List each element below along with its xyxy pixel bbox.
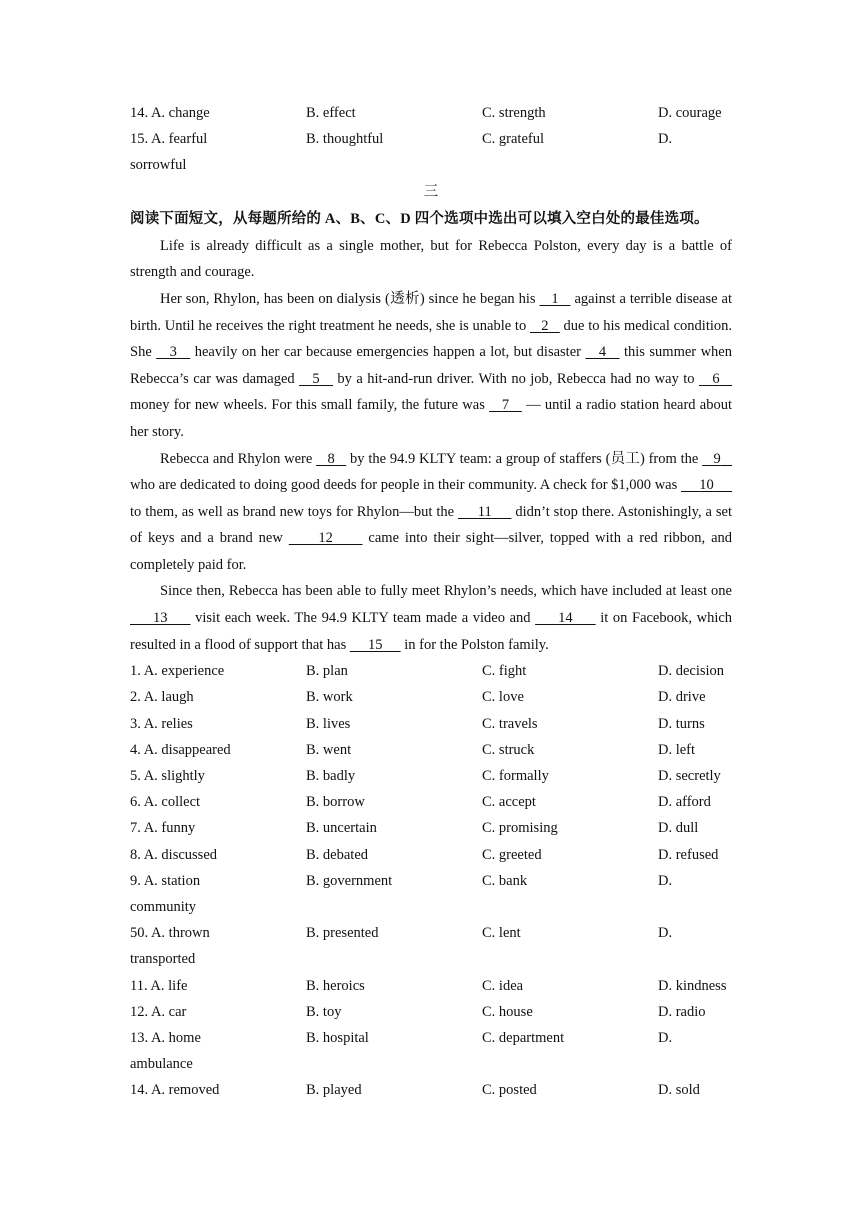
blank-4: 4 bbox=[598, 344, 607, 361]
option-d: D. sold bbox=[658, 1082, 700, 1099]
option-b: B. lives bbox=[306, 715, 351, 732]
option-d: D. radio bbox=[658, 1003, 706, 1020]
option-a: 7. A. funny bbox=[130, 820, 196, 837]
option-a: 4. A. disappeared bbox=[130, 741, 231, 758]
option-row bbox=[130, 126, 732, 152]
option-b: B. thoughtful bbox=[306, 131, 384, 148]
blank-8: 8 bbox=[327, 450, 335, 467]
option-d: D. decision bbox=[658, 663, 725, 680]
option-row bbox=[130, 763, 732, 789]
blank-7: 7 bbox=[501, 397, 510, 414]
passage bbox=[130, 233, 732, 659]
option-b: B. went bbox=[306, 741, 352, 758]
option-c: C. grateful bbox=[482, 131, 545, 148]
option-c: C. promising bbox=[482, 820, 558, 837]
option-d: D. drive bbox=[658, 689, 706, 706]
option-c: C. department bbox=[482, 1029, 565, 1046]
option-c: C. posted bbox=[482, 1082, 537, 1099]
option-d: D. dull bbox=[658, 820, 699, 837]
option-row bbox=[130, 920, 732, 946]
option-b: B. government bbox=[306, 872, 393, 889]
passage-paragraph-2: Her son, Rhylon, has been on dialysis (透析) since he began his 1 against a terrible disease at birth. Until he receives the right treatment he needs, she is unable to 2 due to his medical condition. She 3 heavily on her car because emergencies happen a lot, but disaster 4 this summer when Rebecca’s car was damaged 5 by a hit-and-run driver. With no job, Rebecca had no way to 6 money for new wheels. For this small family, the future was 7 — until a radio station heard about her story. bbox=[130, 290, 732, 440]
option-c: C. love bbox=[482, 689, 524, 706]
blank-9: 9 bbox=[713, 450, 721, 467]
option-wrap: community bbox=[130, 898, 197, 915]
option-c: C. greeted bbox=[482, 846, 542, 863]
option-row bbox=[130, 100, 732, 126]
option-d: D. refused bbox=[658, 846, 719, 863]
document-page bbox=[130, 100, 732, 1103]
option-d: D. afford bbox=[658, 794, 711, 811]
option-d: D. courage bbox=[658, 105, 722, 121]
option-d: D. bbox=[658, 872, 673, 889]
option-row bbox=[130, 711, 732, 737]
option-d: D. turns bbox=[658, 715, 705, 732]
instruction: 阅读下面短文，从每题所给的 A、B、C、D 四个选项中选出可以填入空白处的最佳选项。 bbox=[130, 210, 709, 227]
option-row bbox=[130, 842, 732, 868]
options-list bbox=[130, 658, 732, 1103]
option-b: B. plan bbox=[306, 663, 348, 680]
option-a: 8. A. discussed bbox=[130, 846, 217, 863]
option-a: 9. A. station bbox=[130, 872, 201, 889]
blank-15: 15 bbox=[368, 636, 383, 653]
option-row bbox=[130, 1025, 732, 1051]
option-a: 3. A. relies bbox=[130, 715, 193, 732]
option-c: C. accept bbox=[482, 794, 536, 811]
blank-5: 5 bbox=[312, 370, 320, 387]
option-d: D. bbox=[658, 131, 673, 148]
blank-3: 3 bbox=[169, 344, 177, 361]
option-c: C. fight bbox=[482, 663, 527, 680]
option-wrap: ambulance bbox=[130, 1056, 193, 1073]
option-c: C. house bbox=[482, 1003, 533, 1020]
option-c: C. travels bbox=[482, 715, 538, 732]
option-a: 11. A. life bbox=[130, 977, 188, 994]
option-row bbox=[130, 789, 732, 815]
option-c: C. lent bbox=[482, 925, 521, 942]
option-b: B. heroics bbox=[306, 977, 365, 994]
option-a: 12. A. car bbox=[130, 1003, 187, 1020]
option-row bbox=[130, 658, 732, 684]
passage-paragraph-4: Since then, Rebecca has been able to fully meet Rhylon’s needs, which have included at least one 13 visit each week. The 94.9 KLTY team made a video and 14 it on Facebook, which resulted in a flood of support that has 15 in for the Polston family. bbox=[130, 583, 733, 653]
option-b: B. uncertain bbox=[306, 820, 377, 837]
option-row bbox=[130, 737, 732, 763]
option-a: 1. A. experience bbox=[130, 663, 225, 680]
option-row bbox=[130, 684, 732, 710]
blank-10: 10 bbox=[699, 477, 714, 494]
option-d: D. kindness bbox=[658, 977, 727, 994]
option-c: C. struck bbox=[482, 741, 535, 758]
blank-1: 1 bbox=[551, 290, 559, 307]
option-b: B. played bbox=[306, 1082, 362, 1099]
option-a: 2. A. laugh bbox=[130, 689, 194, 706]
blank-14: 14 bbox=[558, 610, 573, 627]
option-row bbox=[130, 999, 732, 1025]
option-a: 14. A. removed bbox=[130, 1082, 220, 1099]
passage-paragraph-1: Life is already difficult as a single mother, but for Rebecca Polston, every day is a battle of strength and courage. bbox=[130, 237, 732, 281]
option-a: 5. A. slightly bbox=[130, 768, 205, 784]
option-d: D. bbox=[658, 1029, 673, 1046]
previous-options bbox=[130, 100, 732, 179]
section-title: 三 bbox=[423, 183, 439, 200]
option-a: 14. A. change bbox=[130, 105, 210, 121]
passage-paragraph-3: Rebecca and Rhylon were 8 by the 94.9 KLTY team: a group of staffers (员工) from the 9 who are dedicated to doing good deeds for people in their community. A check for $1,000 was 10 to them, as well as brand new toys for Rhylon—but the 11 didn’t stop there. Astonishingly, a set of keys and a brand new 12 came into their sight—silver, topped with a red ribbon, and completely paid for. bbox=[130, 450, 733, 573]
blank-6: 6 bbox=[712, 370, 720, 387]
option-b: B. toy bbox=[306, 1003, 342, 1020]
option-row bbox=[130, 973, 732, 999]
blank-12: 12 bbox=[318, 530, 333, 547]
option-a: 13. A. home bbox=[130, 1029, 201, 1046]
option-d: D. bbox=[658, 925, 673, 942]
option-b: B. work bbox=[306, 689, 353, 706]
option-wrap: transported bbox=[130, 951, 196, 968]
blank-13: 13 bbox=[153, 610, 168, 627]
option-a: 6. A. collect bbox=[130, 794, 201, 811]
option-c: C. idea bbox=[482, 977, 524, 994]
option-row bbox=[130, 815, 732, 841]
blank-2: 2 bbox=[541, 317, 549, 334]
option-b: B. debated bbox=[306, 846, 369, 863]
option-d: D. left bbox=[658, 741, 696, 758]
option-b: B. borrow bbox=[306, 794, 365, 811]
option-b: B. badly bbox=[306, 768, 356, 784]
option-b: B. hospital bbox=[306, 1029, 369, 1046]
option-wrap: sorrowful bbox=[130, 157, 187, 174]
option-b: B. effect bbox=[306, 105, 356, 121]
option-b: B. presented bbox=[306, 925, 379, 942]
option-a: 15. A. fearful bbox=[130, 131, 208, 148]
option-c: C. formally bbox=[482, 768, 549, 784]
option-row bbox=[130, 1077, 732, 1103]
option-c: C. strength bbox=[482, 105, 546, 121]
option-a: 50. A. thrown bbox=[130, 925, 210, 942]
option-row bbox=[130, 868, 732, 894]
option-c: C. bank bbox=[482, 872, 528, 889]
option-d: D. secretly bbox=[658, 768, 721, 784]
blank-11: 11 bbox=[477, 503, 492, 520]
